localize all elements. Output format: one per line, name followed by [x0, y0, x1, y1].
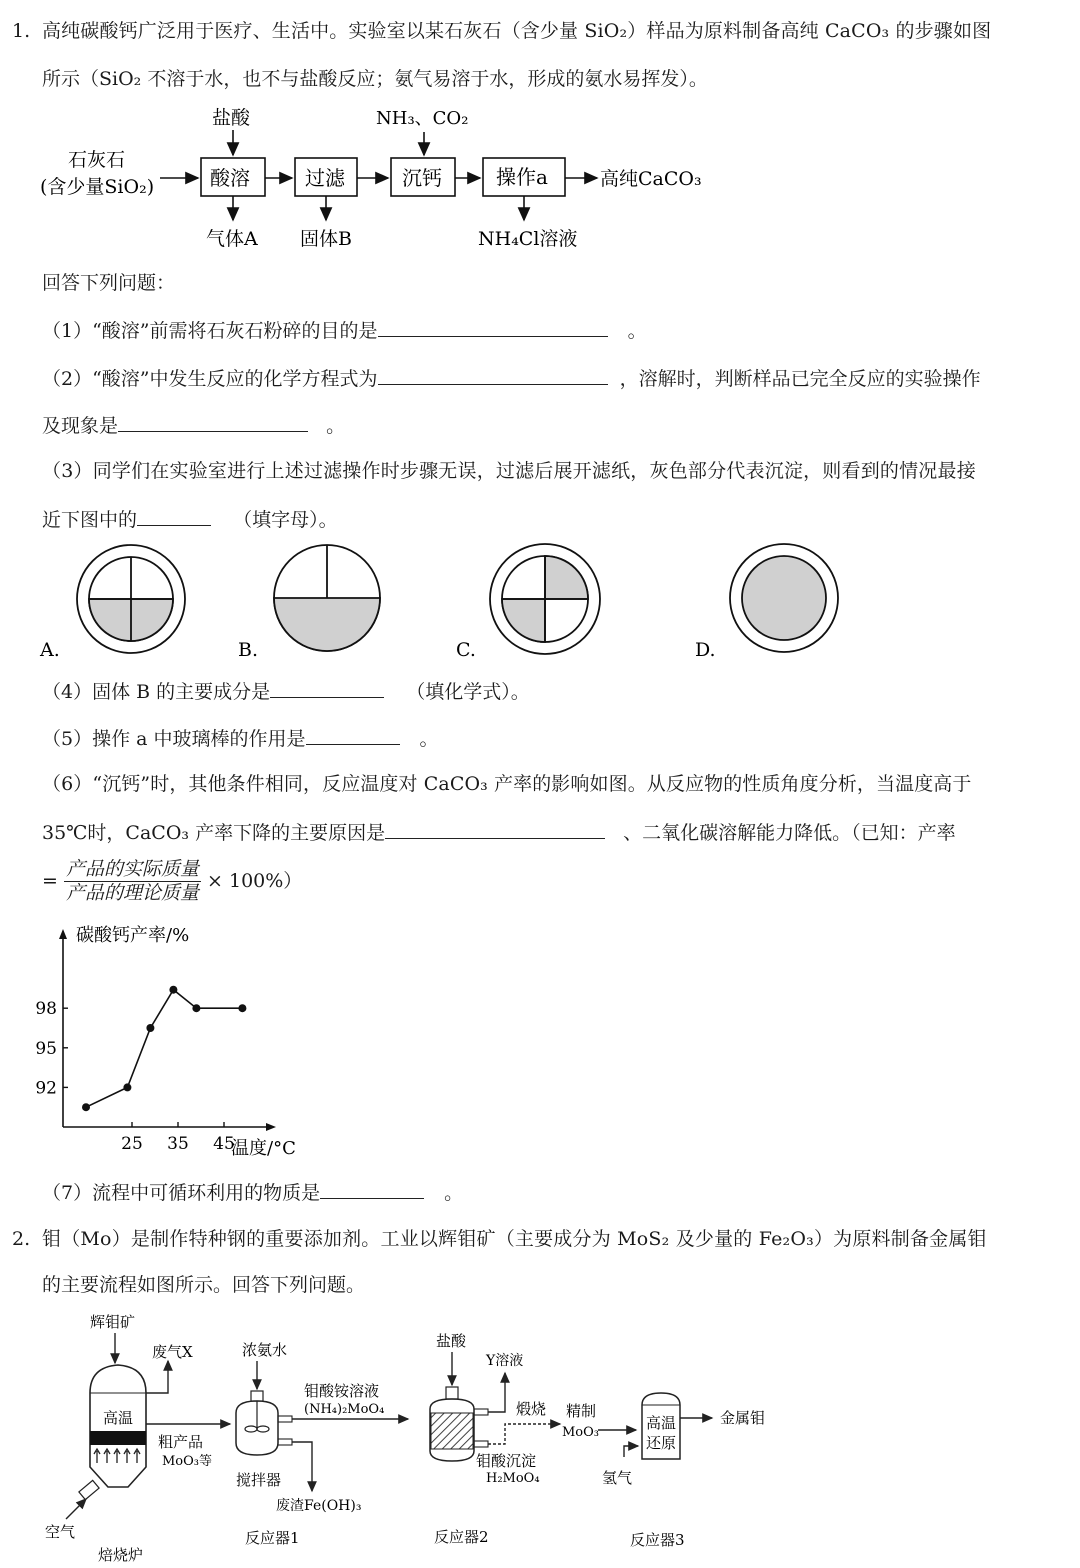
flow-output-solid-b: 固体B: [300, 228, 352, 250]
q1-sub1-end: 。: [627, 320, 647, 342]
q1-sub3-cont: [42, 507, 338, 532]
diagram-molybdate-line1: 钼酸铵溶液: [304, 1382, 380, 1400]
q1-flow-diagram: [0, 100, 760, 260]
y-tick-label: 95: [35, 1038, 57, 1059]
diagram-crude-line1: 粗产品: [158, 1433, 204, 1451]
diagram-hcl: 盐酸: [436, 1332, 467, 1350]
yield-data-point: [146, 1024, 154, 1032]
flow-step2-label: 过滤: [305, 166, 345, 190]
q1-sub2-text-b: ，溶解时，判断样品已完全反应的实验操作: [619, 368, 981, 390]
q1-sub6: （6）“沉钙”时，其他条件相同，反应温度对 CaCO₃ 产率的影响如图。从反应物的性质角度分析，当温度高于: [42, 773, 972, 795]
option-d-label: D.: [695, 639, 716, 661]
q1-sub5: [42, 726, 439, 751]
q1-prompt: 回答下列问题：: [42, 272, 176, 294]
diagram-crude-line2: MoO₃等: [162, 1454, 213, 1469]
flow-step4-label: 操作a: [496, 165, 548, 189]
q1-sub3-text-b: 近下图中的: [42, 509, 138, 531]
answer-blank-4[interactable]: [270, 679, 384, 698]
q1-sub6-cont: [42, 820, 956, 845]
flow-raw-line2: (含少量SiO₂): [40, 176, 155, 198]
chart-series: [82, 986, 246, 1111]
q1-sub6-text-c: 、二氧化碳溶解能力降低。（已知：产率: [623, 822, 956, 844]
yield-series-line: [86, 990, 242, 1107]
flow-raw-line1: 石灰石: [68, 149, 126, 171]
yield-data-point: [123, 1083, 131, 1091]
q1-sub3: （3）同学们在实验室进行上述过滤操作时步骤无误，过滤后展开滤纸，灰色部分代表沉淀，则看到的情况最接: [42, 460, 976, 482]
q2-number: 2.: [12, 1228, 31, 1250]
answer-blank-2a[interactable]: [378, 366, 608, 385]
option-b-figure[interactable]: [274, 545, 380, 651]
q1-intro-line2: 所示（SiO₂ 不溶于水，也不与盐酸反应；氨气易溶于水，形成的氨水易挥发）。: [42, 68, 708, 90]
diagram-furnace: 焙烧炉: [98, 1546, 144, 1564]
option-a-label: A.: [40, 639, 60, 661]
q1-intro-line1: 高纯碳酸钙广泛用于医疗、生活中。实验室以某石灰石（含少量 SiO₂）样品为原料制备高纯 CaCO₃ 的步骤如图: [42, 20, 992, 42]
yield-formula: [42, 858, 302, 905]
diagram-ammonia: 浓氨水: [242, 1341, 288, 1359]
roasting-furnace: [79, 1365, 146, 1500]
q1-sub1-text: （1）“酸溶”前需将石灰石粉碎的目的是: [42, 320, 378, 342]
diagram-y-solution: Y溶液: [486, 1353, 524, 1369]
q1-sub2-end: 。: [326, 415, 346, 437]
q1-sub4: [42, 679, 530, 704]
diagram-waste-gas: 废气X: [152, 1343, 193, 1361]
y-tick-label: 92: [35, 1078, 57, 1099]
q1-number: 1.: [12, 20, 31, 42]
yield-data-point: [192, 1004, 200, 1012]
answer-blank-5[interactable]: [306, 726, 400, 745]
y-tick-label: 98: [35, 999, 57, 1020]
q1-sub2: [42, 366, 981, 391]
x-axis-label: 温度/°C: [231, 1138, 296, 1159]
diagram-reduce-line2: 还原: [646, 1434, 677, 1452]
flow-input-acid: 盐酸: [212, 107, 251, 129]
x-tick-label: 45: [213, 1134, 235, 1154]
diagram-precip-line2: H₂MoO₄: [486, 1471, 540, 1486]
yield-data-point: [238, 1004, 246, 1012]
q1-sub7-text: （7）流程中可循环利用的物质是: [42, 1182, 321, 1204]
yield-temperature-chart: [0, 915, 320, 1165]
q1-sub2-cont: [42, 413, 345, 438]
q1-sub2-text-a: （2）“酸溶”中发生反应的化学方程式为: [42, 368, 378, 390]
diagram-waste-residue: 废渣Fe(OH)₃: [276, 1498, 362, 1514]
yield-data-point: [82, 1103, 90, 1111]
option-c-figure[interactable]: [490, 544, 600, 654]
flow-step3-label: 沉钙: [402, 166, 442, 190]
q2-process-diagram: [0, 1305, 800, 1565]
diagram-calcine: 煅烧: [516, 1400, 547, 1418]
diagram-stirrer: 搅拌器: [236, 1471, 282, 1489]
answer-blank-6[interactable]: [385, 820, 605, 839]
y-axis-label: 碳酸钙产率/%: [76, 925, 190, 946]
q1-sub3-end: （填字母）。: [233, 509, 338, 531]
option-b-label: B.: [238, 639, 259, 661]
diagram-hydrogen: 氢气: [602, 1469, 633, 1487]
diagram-molybdate-line2: (NH₄)₂MoO₄: [304, 1402, 385, 1417]
q2-intro-line1: 钼（Mo）是制作特种钢的重要添加剂。工业以辉钼矿（主要成分为 MoS₂ 及少量的 Fe₂O₃）为原料制备金属钼: [42, 1228, 987, 1250]
formula-tail: × 100%）: [207, 869, 303, 892]
q2-intro-line2: 的主要流程如图所示。回答下列问题。: [42, 1274, 366, 1296]
x-tick-label: 25: [121, 1134, 143, 1154]
diagram-precip-line1: 钼酸沉淀: [476, 1452, 537, 1470]
formula-equals: =: [42, 869, 58, 892]
diagram-reactor3: 反应器3: [630, 1531, 685, 1549]
diagram-ore: 辉钼矿: [90, 1313, 136, 1331]
diagram-reactor2: 反应器2: [434, 1528, 489, 1546]
answer-blank-2b[interactable]: [118, 413, 308, 432]
flow-step1-label: 酸溶: [210, 166, 250, 190]
q1-sub1: [42, 318, 647, 343]
q1-sub4-end: （填化学式）。: [406, 681, 530, 703]
filter-paper-options: [0, 540, 900, 670]
diagram-reduce-line1: 高温: [646, 1414, 677, 1432]
flow-output-nh4cl: NH₄Cl溶液: [478, 228, 578, 250]
option-d-figure[interactable]: [730, 544, 838, 652]
reactor-1: [236, 1391, 292, 1455]
diagram-air: 空气: [45, 1523, 76, 1541]
y-axis-arrow: [59, 929, 67, 939]
option-a-figure[interactable]: [77, 545, 185, 653]
option-c-label: C.: [456, 639, 476, 661]
q1-sub2-text-c: 及现象是: [42, 415, 119, 437]
formula-fraction: [64, 858, 201, 905]
x-axis-arrow: [266, 1123, 276, 1131]
diagram-metal: 金属钼: [720, 1409, 766, 1427]
answer-blank-1[interactable]: [378, 318, 608, 337]
yield-data-point: [169, 986, 177, 994]
reactor-2: [430, 1387, 488, 1461]
diagram-refined-line1: 精制: [566, 1402, 597, 1420]
q1-sub5-text: （5）操作 a 中玻璃棒的作用是: [42, 728, 306, 750]
furnace-label-high-temp: 高温: [103, 1409, 134, 1427]
chart-ticks: [35, 999, 234, 1154]
q1-sub4-text: （4）固体 B 的主要成分是: [42, 681, 271, 703]
formula-numerator: 产品的实际质量: [65, 858, 199, 880]
q1-sub5-end: 。: [419, 728, 439, 750]
x-tick-label: 35: [167, 1134, 189, 1154]
diagram-refined-line2: MoO₃: [562, 1425, 600, 1440]
q1-sub7-end: 。: [444, 1182, 464, 1204]
flow-product: 高纯CaCO₃: [600, 168, 702, 190]
flow-output-gas-a: 气体A: [206, 228, 258, 250]
formula-denominator: 产品的理论质量: [65, 881, 199, 904]
answer-blank-7[interactable]: [320, 1180, 424, 1199]
flow-input-gas: NH₃、CO₂: [376, 108, 469, 129]
q1-sub6-text-b: 35℃时，CaCO₃ 产率下降的主要原因是: [42, 822, 386, 844]
diagram-reactor1: 反应器1: [245, 1529, 300, 1547]
answer-blank-3[interactable]: [137, 507, 211, 526]
q1-sub7: [42, 1180, 463, 1205]
